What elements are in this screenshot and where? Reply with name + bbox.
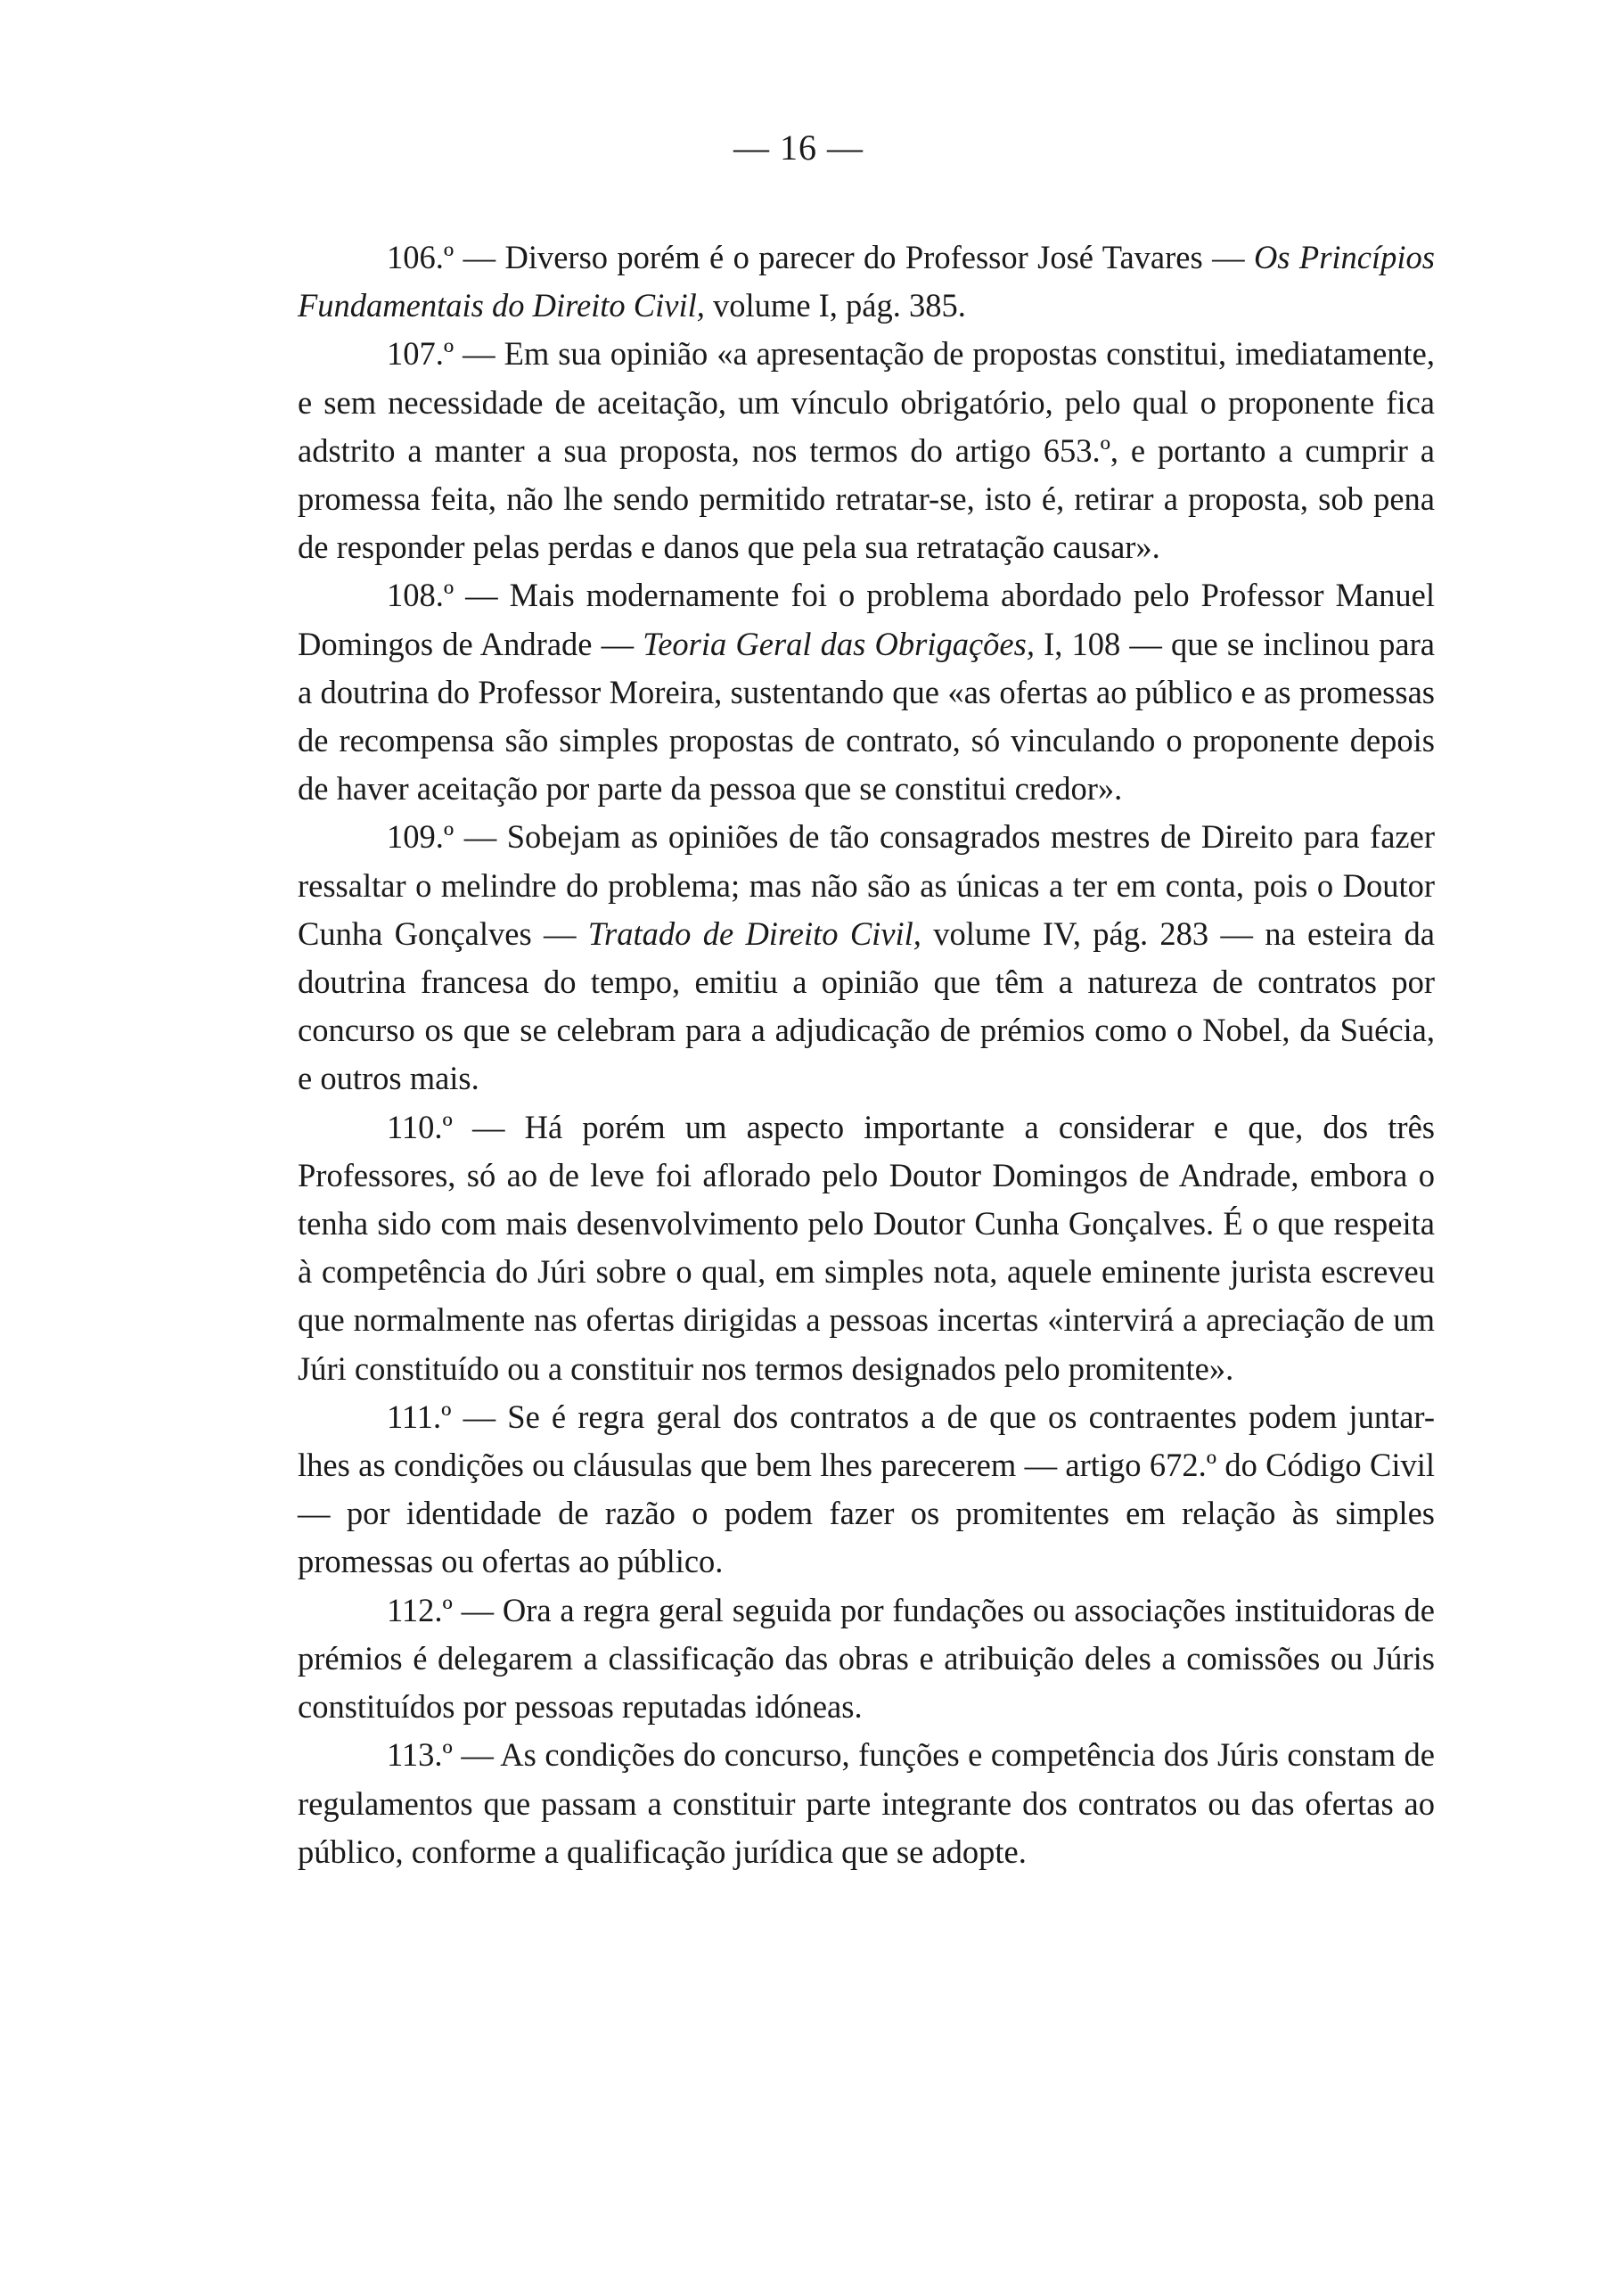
document-body: [298, 234, 1435, 1876]
paragraph-text: — Se é regra geral dos contratos a de que os contraentes podem juntar-lhes as condições ou cláusulas que bem lhes parecerem — artigo 672.º do Código Civil — por identidade de razão o podem fazer os promitentes em relação às simples promessas ou ofertas ao público.: [298, 1398, 1435, 1580]
paragraph-108: [298, 571, 1435, 813]
book-title: Tratado de Direito Civil,: [587, 914, 921, 952]
paragraph-text: — Há porém um aspecto importante a considerar e que, dos três Professores, só ao de leve foi aflorado pelo Doutor Domingos de Andrade, embora o tenha sido com mais desenvolvimento pelo Doutor Cunha Gonçalves. É o que respeita à competência do Júri sobre o qual, em simples nota, aquele eminente jurista escreveu que normalmente nas ofertas dirigidas a pessoas incertas «intervirá a apreciação de um Júri constituído ou a constituir nos termos designados pelo promitente».: [298, 1108, 1435, 1387]
paragraph-110: [298, 1103, 1435, 1393]
paragraph-number: 110.º: [387, 1108, 453, 1145]
paragraph-109: [298, 813, 1435, 1103]
paragraph-number: 113.º: [387, 1736, 453, 1774]
paragraph-text: — Em sua opinião «a apresentação de propostas constitui, imediatamente, e sem necessidade de aceitação, um vínculo obrigatório, pelo qual o proponente fica adstrito a manter a sua proposta, nos termos do artigo 653.º, e portanto a cumprir a promessa feita, não lhe sendo permitido retratar-se, isto é, retirar a proposta, sob pena de responder pelas perdas e danos que pela sua retratação causar».: [298, 335, 1435, 566]
paragraph-number: 106.º: [387, 239, 455, 275]
paragraph-text: — Sobejam as opiniões de tão consagrados mestres de Direito para fazer ressaltar o melindre do problema; mas não são as únicas a ter em conta, pois o Doutor Cunha Gonçalves —: [298, 818, 1435, 952]
page-number: — 16 —: [733, 127, 864, 168]
paragraph-text: — Diverso porém é o parecer do Professor José Tavares —: [454, 239, 1254, 275]
paragraph-text-tail: volume I, pág. 385.: [704, 287, 966, 324]
paragraph-number: 112.º: [387, 1591, 453, 1628]
paragraph-107: [298, 330, 1435, 571]
paragraph-text: — Mais modernamente foi o problema abordado pelo Professor Manuel Domingos de Andrade —: [298, 577, 1435, 662]
book-title: Os Princípios Fundamentais do Direito Civil,: [298, 239, 1435, 324]
paragraph-112: [298, 1587, 1435, 1732]
paragraph-text-tail: I, 108 — que se inclinou para a doutrina do Professor Moreira, sustentando que «as ofertas ao público e as promessas de recompensa são simples propostas de contrato, só vinculando o proponente depois de haver aceitação por parte da pessoa que se constitui credor».: [298, 625, 1435, 808]
paragraph-113: [298, 1731, 1435, 1876]
paragraph-number: 108.º: [387, 577, 455, 614]
paragraph-number: 111.º: [387, 1398, 452, 1435]
paragraph-111: [298, 1393, 1435, 1587]
paragraph-text-tail: volume IV, pág. 283 — na esteira da doutrina francesa do tempo, emitiu a opinião que têm a natureza de contratos por concurso os que se celebram para a adjudicação de prémios como o Nobel, da Suécia, e outros mais.: [298, 914, 1435, 1097]
paragraph-106: [298, 234, 1435, 330]
paragraph-number: 109.º: [387, 818, 455, 856]
paragraph-number: 107.º: [387, 335, 455, 373]
book-title: Teoria Geral das Obrigações,: [643, 625, 1035, 662]
paragraph-text: — Ora a regra geral seguida por fundações ou associações instituidoras de prémios é delegarem a classificação das obras e atribuição deles a comissões ou Júris constituídos por pessoas reputadas idóneas.: [298, 1591, 1435, 1726]
paragraph-text: — As condições do concurso, funções e competência dos Júris constam de regulamentos que passam a constituir parte integrante dos contratos ou das ofertas ao público, conforme a qualificação jurídica que se adopte.: [298, 1736, 1435, 1870]
